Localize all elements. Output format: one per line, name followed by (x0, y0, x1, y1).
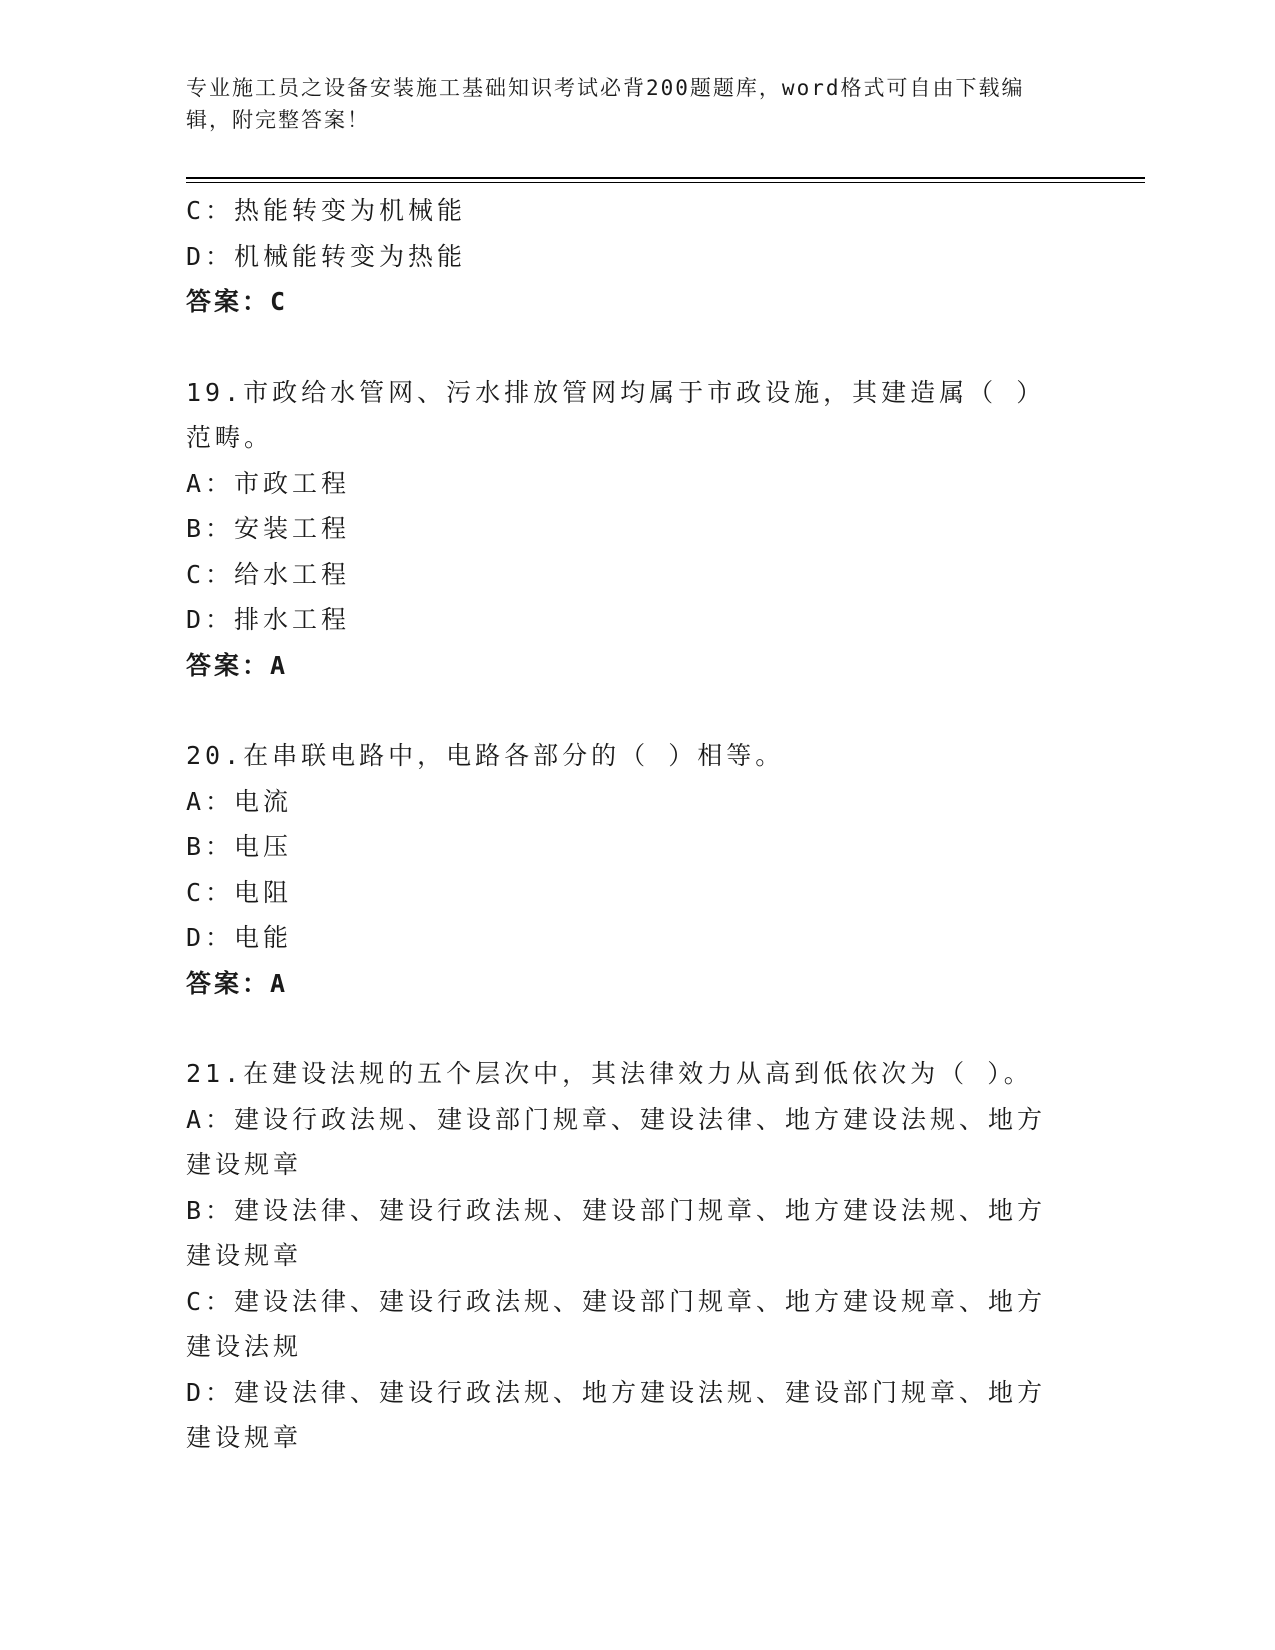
option-a: A：电流 (186, 786, 293, 816)
option-b: B：安装工程 (186, 514, 351, 543)
question-stem: 19.市政给水管网、污水排放管网均属于市政设施，其建造属（ ）范畴。 (186, 377, 1046, 452)
spacer (186, 688, 1066, 733)
option-c: C：给水工程 (186, 559, 351, 589)
header-divider-thick (186, 177, 1145, 179)
option-d: D：机械能转变为热能 (186, 241, 467, 271)
answer-line: 答案：A (186, 968, 289, 998)
option-c: C：电阻 (186, 877, 293, 907)
question-19 (186, 370, 1066, 689)
spacer (186, 325, 1066, 370)
question-20 (186, 733, 1066, 1006)
header-divider-thin (186, 182, 1145, 183)
question-content (186, 188, 1066, 1461)
option-b: B：电压 (186, 832, 293, 861)
question-18-continuation (186, 188, 1066, 325)
option-d: D：电能 (186, 923, 293, 952)
option-d: D：建设法律、建设行政法规、地方建设法规、建设部门规章、地方建设规章 (186, 1377, 1047, 1452)
answer-line: 答案：C (186, 287, 289, 316)
question-stem: 20.在串联电路中，电路各部分的（ ）相等。 (186, 741, 785, 770)
spacer (186, 1006, 1066, 1051)
answer-line: 答案：A (186, 650, 289, 680)
option-d: D：排水工程 (186, 605, 351, 634)
option-c: C：热能转变为机械能 (186, 196, 467, 225)
option-b: B：建设法律、建设行政法规、建设部门规章、地方建设法规、地方建设规章 (186, 1195, 1047, 1270)
option-a: A：建设行政法规、建设部门规章、建设法律、地方建设法规、地方建设规章 (186, 1104, 1047, 1179)
option-a: A：市政工程 (186, 468, 351, 498)
question-stem: 21.在建设法规的五个层次中，其法律效力从高到低依次为（ ）。 (186, 1059, 1033, 1088)
document-header: 专业施工员之设备安装施工基础知识考试必背200题题库，word格式可自由下载编辑，附完整答案！ (186, 76, 1025, 132)
question-21 (186, 1051, 1066, 1461)
option-c: C：建设法律、建设行政法规、建设部门规章、地方建设规章、地方建设法规 (186, 1286, 1047, 1361)
